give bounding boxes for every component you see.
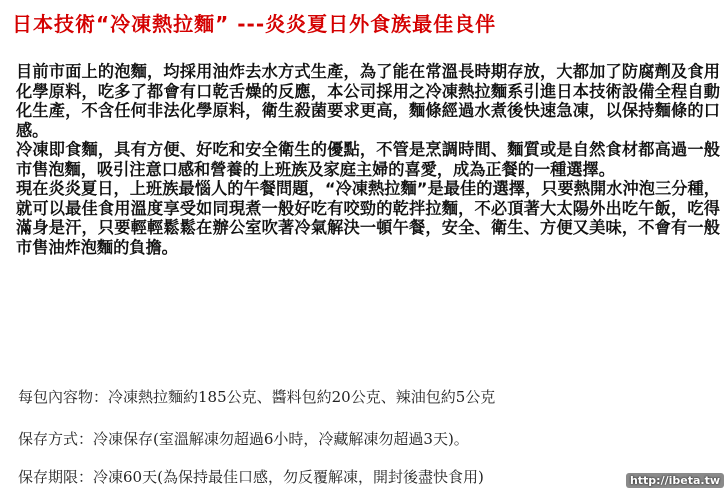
spec-shelf-life: 保存期限：冷凍60天(為保持最佳口感，勿反覆解凍，開封後盡快食用) (18, 468, 484, 486)
page-title: 日本技術“冷凍熱拉麵” ---炎炎夏日外食族最佳良伴 (12, 12, 497, 36)
spec-storage-method: 保存方式：冷凍保存(室溫解凍勿超過6小時，冷藏解凍勿超過3天)。 (18, 430, 469, 448)
spec-contents: 每包內容物：冷凍熱拉麵約185公克、醬料包約20公克、辣油包約5公克 (18, 388, 496, 406)
paragraph-summer: 現在炎炎夏日，上班族最惱人的午餐問題，“冷凍熱拉麵”是最佳的選擇，只要熱開水沖泡三分種，就可以最佳食用溫度享受如同現煮一般好吃有咬勁的乾拌拉麵，不必頂著大太陽外出吃午飯，吃得滿身是汗，只要輕輕鬆鬆在辦公室吹著冷氣解決一頓午餐，安全、衛生、方便又美味，不會有一般市售油炸泡麵的負擔。 (16, 179, 720, 257)
paragraph-intro: 目前市面上的泡麵，均採用油炸去水方式生產，為了能在常溫長時期存放，大都加了防腐劑及食用化學原料，吃多了都會有口乾舌燥的反應，本公司採用之冷凍熱拉麵系引進日本技術設備全程自動化生產，不含任何非法化學原料，衛生殺菌要求更高，麵條經過水煮後快速急凍，以保持麵條的口感。 (16, 62, 720, 140)
article-body (16, 62, 720, 257)
watermark-url: http://ibeta.tw (626, 473, 724, 488)
paragraph-benefits: 冷凍即食麵，具有方便、好吃和安全衛生的優點，不管是烹調時間、麵質或是自然食材都高過一般市售泡麵，吸引注意口感和營養的上班族及家庭主婦的喜愛，成為正餐的一種選擇。 (16, 140, 720, 179)
